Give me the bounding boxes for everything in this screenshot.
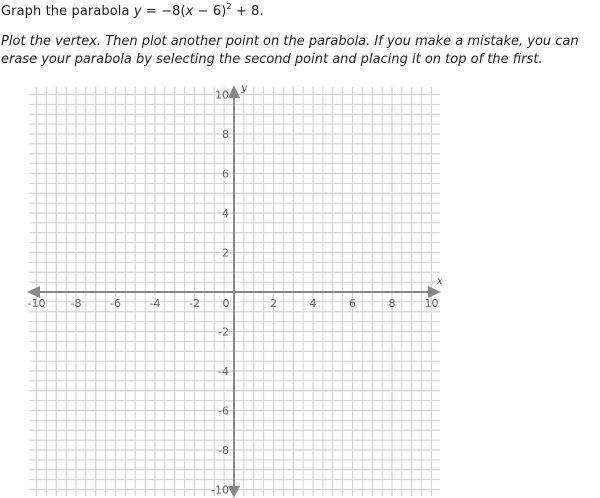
y-tick-label: -8 (218, 444, 229, 457)
x-tick-label: -4 (149, 297, 161, 310)
instructions-line-1: Plot the vertex. Then plot another point on the parabola. If you make a mistake, you can (1, 34, 579, 49)
x-axis-label: x (437, 276, 443, 287)
axes (27, 83, 443, 498)
y-axis-down-arrow-icon (228, 486, 240, 498)
x-tick-label: 2 (270, 297, 277, 310)
y-tick-label: -6 (218, 404, 229, 418)
y-tick-label: -4 (218, 365, 229, 378)
y-tick-label: 2 (222, 246, 229, 260)
x-tick-label: 6 (349, 297, 356, 310)
y-tick-label: 8 (222, 128, 229, 141)
question-text: Graph the parabola $y = -8(x - 6)^2 + 8$. (1, 2, 264, 19)
y-tick-label: 4 (222, 207, 229, 220)
y-tick-label: -10 (211, 483, 229, 497)
x-tick-label: 4 (309, 297, 317, 310)
x-tick-label: -8 (70, 297, 82, 310)
y-axis-label: y (241, 83, 247, 94)
y-tick-label: 10 (215, 88, 229, 102)
x-tick-label: -10 (27, 297, 46, 310)
y-axis-up-arrow-icon (228, 85, 240, 98)
y-tick-label: -2 (218, 325, 229, 339)
x-tick-label: 8 (388, 297, 396, 310)
x-tick-label: 0 (222, 297, 230, 310)
x-tick-label: -2 (189, 297, 200, 310)
x-tick-label: 10 (424, 297, 439, 310)
instructions-line-2: erase your parabola by selecting the second point and placing it on top of the first. (1, 52, 543, 67)
y-tick-label: 6 (222, 167, 229, 181)
x-tick-label: -6 (110, 297, 121, 310)
